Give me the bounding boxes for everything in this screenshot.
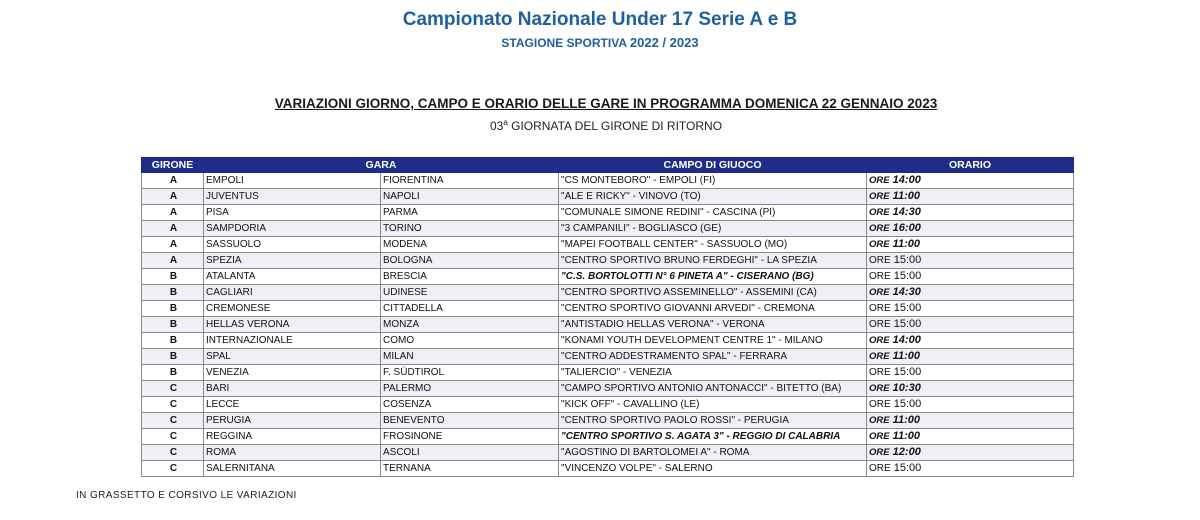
time-prefix: ORE (869, 399, 891, 410)
time-cell (867, 301, 1074, 317)
table-row (142, 397, 1074, 413)
time-value: 11:00 (892, 414, 920, 426)
girone-cell: A (142, 173, 204, 189)
girone-cell: A (142, 253, 204, 269)
away-team-cell: TORINO (381, 221, 559, 237)
table-row (142, 205, 1074, 221)
table-row (142, 445, 1074, 461)
home-team-cell: PERUGIA (204, 413, 381, 429)
time-value: 16:00 (892, 222, 921, 234)
time-cell (867, 237, 1074, 253)
home-team-cell: CREMONESE (204, 301, 381, 317)
table-row (142, 269, 1074, 285)
table-row (142, 333, 1074, 349)
away-team-cell: BENEVENTO (381, 413, 559, 429)
girone-cell: B (142, 333, 204, 349)
home-team-cell: BARI (204, 381, 381, 397)
time-cell (867, 397, 1074, 413)
venue-cell: "ALE E RICKY" - VINOVO (TO) (559, 189, 867, 205)
home-team-cell: PISA (204, 205, 381, 221)
girone-cell: B (142, 349, 204, 365)
table-row (142, 413, 1074, 429)
time-value: 14:30 (892, 286, 921, 298)
away-team-cell: COSENZA (381, 397, 559, 413)
home-team-cell: INTERNAZIONALE (204, 333, 381, 349)
venue-cell: "3 CAMPANILI" - BOGLIASCO (GE) (559, 221, 867, 237)
venue-cell: "CENTRO SPORTIVO ASSEMINELLO" - ASSEMINI (CA) (559, 285, 867, 301)
time-cell (867, 333, 1074, 349)
time-cell (867, 269, 1074, 285)
time-prefix: ORE (869, 319, 891, 330)
time-value: 11:00 (892, 238, 920, 250)
time-cell (867, 317, 1074, 333)
away-team-cell: ASCOLI (381, 445, 559, 461)
home-team-cell: ATALANTA (204, 269, 381, 285)
away-team-cell: MILAN (381, 349, 559, 365)
away-team-cell: FROSINONE (381, 429, 559, 445)
venue-cell: "CENTRO ADDESTRAMENTO SPAL" - FERRARA (559, 349, 867, 365)
season-value: 2022 / 2023 (629, 35, 699, 50)
time-prefix: ORE (869, 351, 890, 362)
away-team-cell: F. SÜDTIROL (381, 365, 559, 381)
girone-cell: C (142, 413, 204, 429)
table-row (142, 285, 1074, 301)
round-number: 03 (489, 119, 504, 133)
home-team-cell: ROMA (204, 445, 381, 461)
time-prefix: ORE (869, 303, 891, 314)
girone-cell: C (142, 445, 204, 461)
venue-cell: "VINCENZO VOLPE" - SALERNO (559, 461, 867, 477)
table-row (142, 381, 1074, 397)
venue-cell: "ANTISTADIO HELLAS VERONA" - VERONA (559, 317, 867, 333)
variations-heading: VARIAZIONI GIORNO, CAMPO E ORARIO DELLE GARE IN PROGRAMMA DOMENICA 22 GENNAIO 2023 (274, 96, 938, 111)
home-team-cell: VENEZIA (204, 365, 381, 381)
away-team-cell: MONZA (381, 317, 559, 333)
table-row (142, 189, 1074, 205)
games-table (141, 157, 1074, 477)
header-campo: CAMPO DI GIUOCO (559, 158, 867, 173)
venue-cell: "CENTRO SPORTIVO BRUNO FERDEGHI" - LA SPEZIA (559, 253, 867, 269)
page-title: Campionato Nazionale Under 17 Serie A e B (402, 9, 798, 30)
time-value: 14:00 (892, 334, 921, 346)
round-text: GIORNATA DEL GIRONE DI RITORNO (507, 119, 723, 133)
venue-cell: "CENTRO SPORTIVO S. AGATA 3" - REGGIO DI CALABRIA (559, 429, 867, 445)
away-team-cell: BRESCIA (381, 269, 559, 285)
time-value: 15:00 (893, 318, 922, 330)
venue-cell: "AGOSTINO DI BARTOLOMEI A" - ROMA (559, 445, 867, 461)
venue-cell: "CENTRO SPORTIVO GIOVANNI ARVEDI" - CREMONA (559, 301, 867, 317)
girone-cell: C (142, 381, 204, 397)
home-team-cell: HELLAS VERONA (204, 317, 381, 333)
table-row (142, 461, 1074, 477)
table-header-row (142, 158, 1074, 173)
time-cell (867, 189, 1074, 205)
time-cell (867, 349, 1074, 365)
table-row (142, 429, 1074, 445)
time-prefix: ORE (869, 431, 890, 442)
girone-cell: A (142, 237, 204, 253)
time-value: 11:00 (892, 350, 920, 362)
girone-cell: A (142, 189, 204, 205)
time-value: 15:00 (893, 398, 922, 410)
time-value: 14:30 (892, 206, 921, 218)
time-value: 15:00 (893, 270, 922, 282)
table-row (142, 237, 1074, 253)
girone-cell: B (142, 269, 204, 285)
time-value: 14:00 (892, 174, 921, 186)
girone-cell: A (142, 205, 204, 221)
time-prefix: ORE (869, 271, 891, 282)
time-cell (867, 365, 1074, 381)
away-team-cell: PARMA (381, 205, 559, 221)
header-gara: GARA (204, 158, 559, 173)
table-row (142, 365, 1074, 381)
time-value: 15:00 (893, 462, 922, 474)
time-value: 11:00 (892, 190, 920, 202)
away-team-cell: CITTADELLA (381, 301, 559, 317)
venue-cell: "KICK OFF" - CAVALLINO (LE) (559, 397, 867, 413)
time-cell (867, 205, 1074, 221)
time-prefix: ORE (869, 383, 890, 394)
girone-cell: B (142, 365, 204, 381)
home-team-cell: SAMPDORIA (204, 221, 381, 237)
time-cell (867, 445, 1074, 461)
venue-cell: "MAPEI FOOTBALL CENTER" - SASSUOLO (MO) (559, 237, 867, 253)
time-prefix: ORE (869, 255, 891, 266)
table-row (142, 301, 1074, 317)
table-row (142, 173, 1074, 189)
venue-cell: "CAMPO SPORTIVO ANTONIO ANTONACCI" - BITETTO (BA) (559, 381, 867, 397)
time-value: 12:00 (892, 446, 921, 458)
table-row (142, 221, 1074, 237)
away-team-cell: FIORENTINA (381, 173, 559, 189)
time-prefix: ORE (869, 207, 890, 218)
table-row (142, 253, 1074, 269)
time-prefix: ORE (869, 463, 891, 474)
time-cell (867, 173, 1074, 189)
table-row (142, 317, 1074, 333)
home-team-cell: SPEZIA (204, 253, 381, 269)
round-subheading (0, 118, 1200, 133)
season-line (0, 35, 1200, 50)
time-value: 15:00 (893, 254, 922, 266)
home-team-cell: SASSUOLO (204, 237, 381, 253)
home-team-cell: SALERNITANA (204, 461, 381, 477)
girone-cell: B (142, 301, 204, 317)
games-table-body (142, 173, 1074, 477)
time-prefix: ORE (869, 367, 891, 378)
time-cell (867, 413, 1074, 429)
away-team-cell: NAPOLI (381, 189, 559, 205)
girone-cell: C (142, 397, 204, 413)
home-team-cell: JUVENTUS (204, 189, 381, 205)
time-value: 11:00 (892, 430, 920, 442)
time-prefix: ORE (869, 287, 890, 298)
round-sup: a (503, 118, 508, 127)
time-prefix: ORE (869, 191, 890, 202)
venue-cell: "TALIERCIO" - VENEZIA (559, 365, 867, 381)
home-team-cell: REGGINA (204, 429, 381, 445)
away-team-cell: BOLOGNA (381, 253, 559, 269)
away-team-cell: UDINESE (381, 285, 559, 301)
time-cell (867, 285, 1074, 301)
time-prefix: ORE (869, 415, 890, 426)
time-value: 10:30 (892, 382, 921, 394)
time-cell (867, 221, 1074, 237)
away-team-cell: TERNANA (381, 461, 559, 477)
time-cell (867, 253, 1074, 269)
girone-cell: A (142, 221, 204, 237)
venue-cell: "CS MONTEBORO" - EMPOLI (FI) (559, 173, 867, 189)
venue-cell: "C.S. BORTOLOTTI N° 6 PINETA A" - CISERANO (BG) (559, 269, 867, 285)
girone-cell: B (142, 285, 204, 301)
girone-cell: C (142, 461, 204, 477)
time-value: 15:00 (893, 366, 922, 378)
time-prefix: ORE (869, 239, 890, 250)
home-team-cell: SPAL (204, 349, 381, 365)
home-team-cell: LECCE (204, 397, 381, 413)
footer-note: IN GRASSETTO E CORSIVO LE VARIAZIONI (76, 490, 297, 501)
time-prefix: ORE (869, 335, 890, 346)
venue-cell: "COMUNALE SIMONE REDINI" - CASCINA (PI) (559, 205, 867, 221)
home-team-cell: CAGLIARI (204, 285, 381, 301)
table-row (142, 349, 1074, 365)
girone-cell: C (142, 429, 204, 445)
time-prefix: ORE (869, 223, 890, 234)
time-cell (867, 381, 1074, 397)
venue-cell: "CENTRO SPORTIVO PAOLO ROSSI" - PERUGIA (559, 413, 867, 429)
time-cell (867, 429, 1074, 445)
girone-cell: B (142, 317, 204, 333)
away-team-cell: COMO (381, 333, 559, 349)
header-girone: GIRONE (142, 158, 204, 173)
header-orario: ORARIO (867, 158, 1074, 173)
venue-cell: "KONAMI YOUTH DEVELOPMENT CENTRE 1" - MILANO (559, 333, 867, 349)
time-cell (867, 461, 1074, 477)
time-prefix: ORE (869, 175, 890, 186)
away-team-cell: MODENA (381, 237, 559, 253)
time-prefix: ORE (869, 447, 890, 458)
time-value: 15:00 (893, 302, 922, 314)
season-label: STAGIONE SPORTIVA (501, 36, 627, 50)
home-team-cell: EMPOLI (204, 173, 381, 189)
away-team-cell: PALERMO (381, 381, 559, 397)
